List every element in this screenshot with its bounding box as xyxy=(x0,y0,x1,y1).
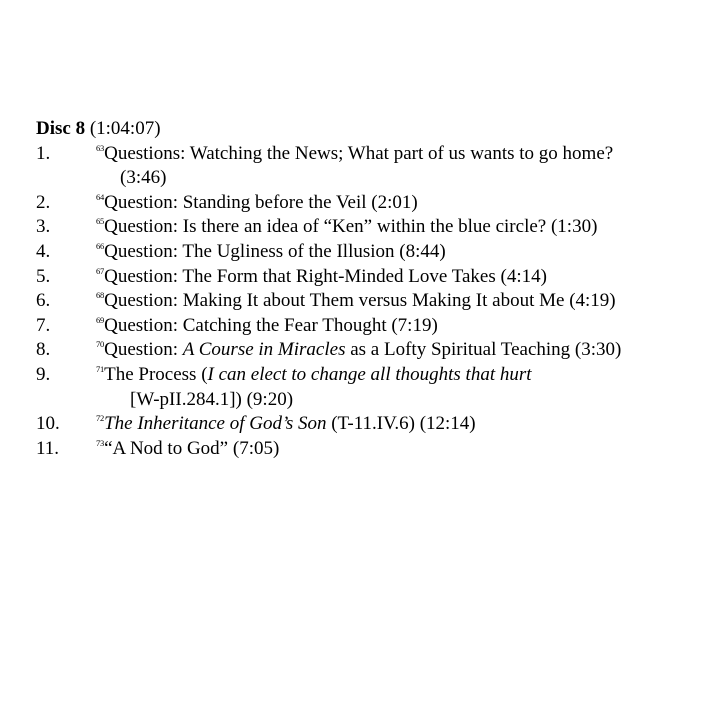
track-title xyxy=(96,265,706,290)
footnote-ref: 63 xyxy=(96,142,105,153)
track-title-prefix: The Process ( xyxy=(104,363,208,385)
track-number: 8. xyxy=(36,339,51,361)
track-title-text: Question: Catching the Fear Thought (7:19) xyxy=(104,314,438,336)
track-title-italic: A Course in Miracles xyxy=(182,339,346,361)
track-title xyxy=(96,338,706,363)
track-title-text: Question: Making It about Them versus Making It about Me (4:19) xyxy=(104,290,616,312)
track-item xyxy=(36,437,706,462)
track-title xyxy=(96,363,706,388)
track-title-suffix: as a Lofty Spiritual Teaching (3:30) xyxy=(345,339,622,361)
track-title xyxy=(96,437,706,462)
track-number: 3. xyxy=(36,216,51,238)
footnote-ref: 64 xyxy=(96,191,105,202)
track-item xyxy=(36,240,706,265)
track-title-continuation: [W-pII.284.1]) (9:20) xyxy=(130,388,294,410)
track-title-italic: The Inheritance of God’s Son xyxy=(104,413,327,435)
footnote-ref: 69 xyxy=(96,314,105,325)
disc-heading xyxy=(36,117,706,142)
track-title-suffix: (T-11.IV.6) (12:14) xyxy=(326,413,476,435)
footnote-ref: 70 xyxy=(96,339,105,350)
track-number: 2. xyxy=(36,191,51,213)
track-item xyxy=(36,265,706,290)
footnote-ref: 67 xyxy=(96,265,105,276)
track-number: 4. xyxy=(36,240,51,262)
footnote-ref: 72 xyxy=(96,413,105,424)
track-item xyxy=(36,338,706,363)
track-item xyxy=(36,215,706,240)
track-title xyxy=(96,314,706,339)
track-item xyxy=(36,142,706,191)
track-title xyxy=(96,142,706,167)
track-title-text: Question: The Ugliness of the Illusion (8:44) xyxy=(104,240,446,262)
track-title-prefix: Question: xyxy=(104,339,183,361)
track-number: 1. xyxy=(36,142,51,164)
track-item xyxy=(36,363,706,412)
disc-track-list xyxy=(36,117,706,461)
footnote-ref: 68 xyxy=(96,290,105,301)
track-title-italic: I can elect to change all thoughts that hurt xyxy=(207,363,532,385)
track-number: 6. xyxy=(36,290,51,312)
disc-label: Disc 8 xyxy=(36,118,86,139)
track-number: 7. xyxy=(36,314,51,336)
track-title xyxy=(96,289,706,314)
track-item xyxy=(36,412,706,437)
track-title-text: Questions: Watching the News; What part of us wants to go home? xyxy=(104,142,614,164)
disc-duration: (1:04:07) xyxy=(89,118,161,139)
track-number: 11. xyxy=(36,437,60,459)
track-title-text: Question: Is there an idea of “Ken” within the blue circle? (1:30) xyxy=(104,216,598,238)
track-title-text: Question: The Form that Right-Minded Love Takes (4:14) xyxy=(104,265,547,287)
track-item xyxy=(36,289,706,314)
track-number: 5. xyxy=(36,265,51,287)
track-title xyxy=(96,191,706,216)
footnote-ref: 73 xyxy=(96,437,105,448)
footnote-ref: 66 xyxy=(96,240,105,251)
track-title-text: Question: Standing before the Veil (2:01) xyxy=(104,191,418,213)
track-title xyxy=(96,240,706,265)
footnote-ref: 65 xyxy=(96,216,105,227)
track-item xyxy=(36,314,706,339)
track-number: 10. xyxy=(36,413,60,435)
track-title xyxy=(96,412,706,437)
footnote-ref: 71 xyxy=(96,363,105,374)
track-item xyxy=(36,191,706,216)
track-title-text: “A Nod to God” (7:05) xyxy=(104,437,280,459)
track-title-continuation: (3:46) xyxy=(120,167,167,189)
track-number: 9. xyxy=(36,363,51,385)
track-title xyxy=(96,215,706,240)
